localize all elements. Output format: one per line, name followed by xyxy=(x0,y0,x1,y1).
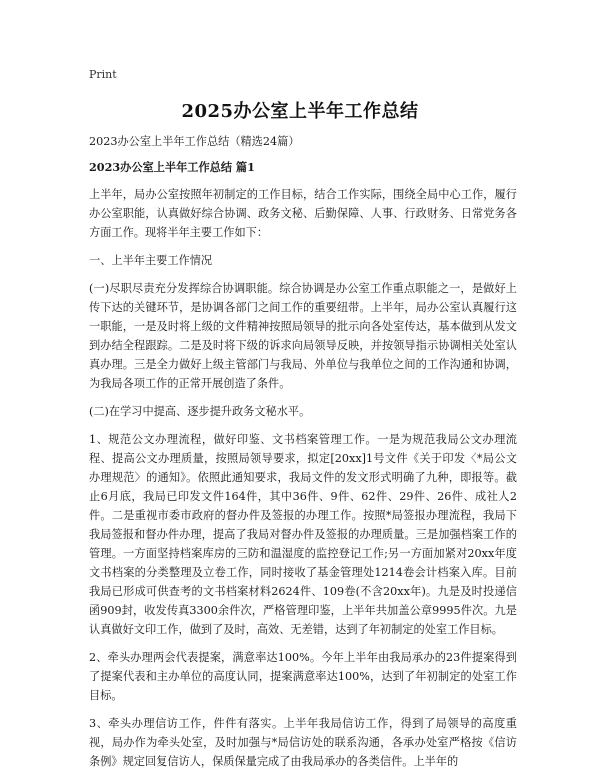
paragraph-intro: 上半年，局办公室按照年初制定的工作目标，结合工作实际，围绕全局中心工作，履行办公室职能，认真做好综合协调、政务文秘、后勤保障、人事、行政财务、日常党务各方面工作。现将半年主要工作如下： xyxy=(89,188,517,239)
paragraph-document-processing: 1、规范公文办理流程，做好印鉴、文书档案管理工作。一是为规范我局公文办理流程、提高公文办理质量，按照局领导要求，拟定[20xx]1号文件《关于印发〈*局公文办理规范〉的通知》。依照此通知要求，我局文件的发文形式明确了九种，即报等。截止6月底，我局已印发文件164件，其中36件、9件、62件、29件、26件、成社人2件。二是重视市委市政府的督办件及签报的办理工作。按照*局签报办理流程，我局下我局签报和督办件办理，提高了我局对督办件及签报的办理质量。三是加强档案工作的管理。一方面坚持档案库房的三防和温湿度的监控登记工作;另一方面加紧对20xx年度文书档案的分类整理及立卷工作，同时接收了基金管理处1214卷会计档案入库。目前我局已形成可供查考的文书档案材料2624件、109卷(不含20xx年)。九是及时投递信函909封，收发传真3300余件次，严格管理印鉴，上半年共加盖公章9995件次。九是认真做好文印工作，做到了及时，高效、无差错，达到了年初制定的处室工作目标。 xyxy=(89,433,517,636)
print-label: Print xyxy=(89,68,117,81)
paragraph-petitions: 3、牵头办理信访工作，件件有落实。上半年我局信访工作，得到了局领导的高度重视，局办作为牵头处室，及时加强与*局信访处的联系沟通，各承办处室严格按《信访条例》规定回复信访人，保质保量完成了由我局承办的各类信件。上半年的 xyxy=(89,717,517,768)
document-title: 2025办公室上半年工作总结 xyxy=(181,101,419,122)
paragraph-heading-secretarial: (二)在学习中提高、逐步提升政务文秘水平。 xyxy=(89,405,311,418)
section-heading: 2023办公室上半年工作总结 篇1 xyxy=(89,160,255,174)
paragraph-heading-main-work: 一、上半年主要工作情况 xyxy=(89,254,213,267)
document-subtitle: 2023办公室上半年工作总结（精选24篇） xyxy=(89,135,300,148)
paragraph-coordination: (一)尽职尽责充分发挥综合协调职能。综合协调是办公室工作重点职能之一，是做好上传下达的关键环节，是协调各部门之间工作的重要纽带。上半年，局办公室认真履行这一职能，一是及时将上级的文件精神按照局领导的批示向各处室传达，基本做到从发文到办结全程跟踪。二是及时将下级的诉求向局领导反映，并按领导指示协调相关处室认真办理。三是全力做好上级主管部门与我局、外单位与我单位之间的工作沟通和协调，为我局各项工作的正常开展创造了条件。 xyxy=(89,282,517,390)
document-body xyxy=(89,132,517,780)
paragraph-proposals: 2、牵头办理两会代表提案，满意率达100%。今年上半年由我局承办的23件提案得到了提案代表和主办单位的高度认同，提案满意率达100%，达到了年初制定的处室工作目标。 xyxy=(89,651,517,702)
